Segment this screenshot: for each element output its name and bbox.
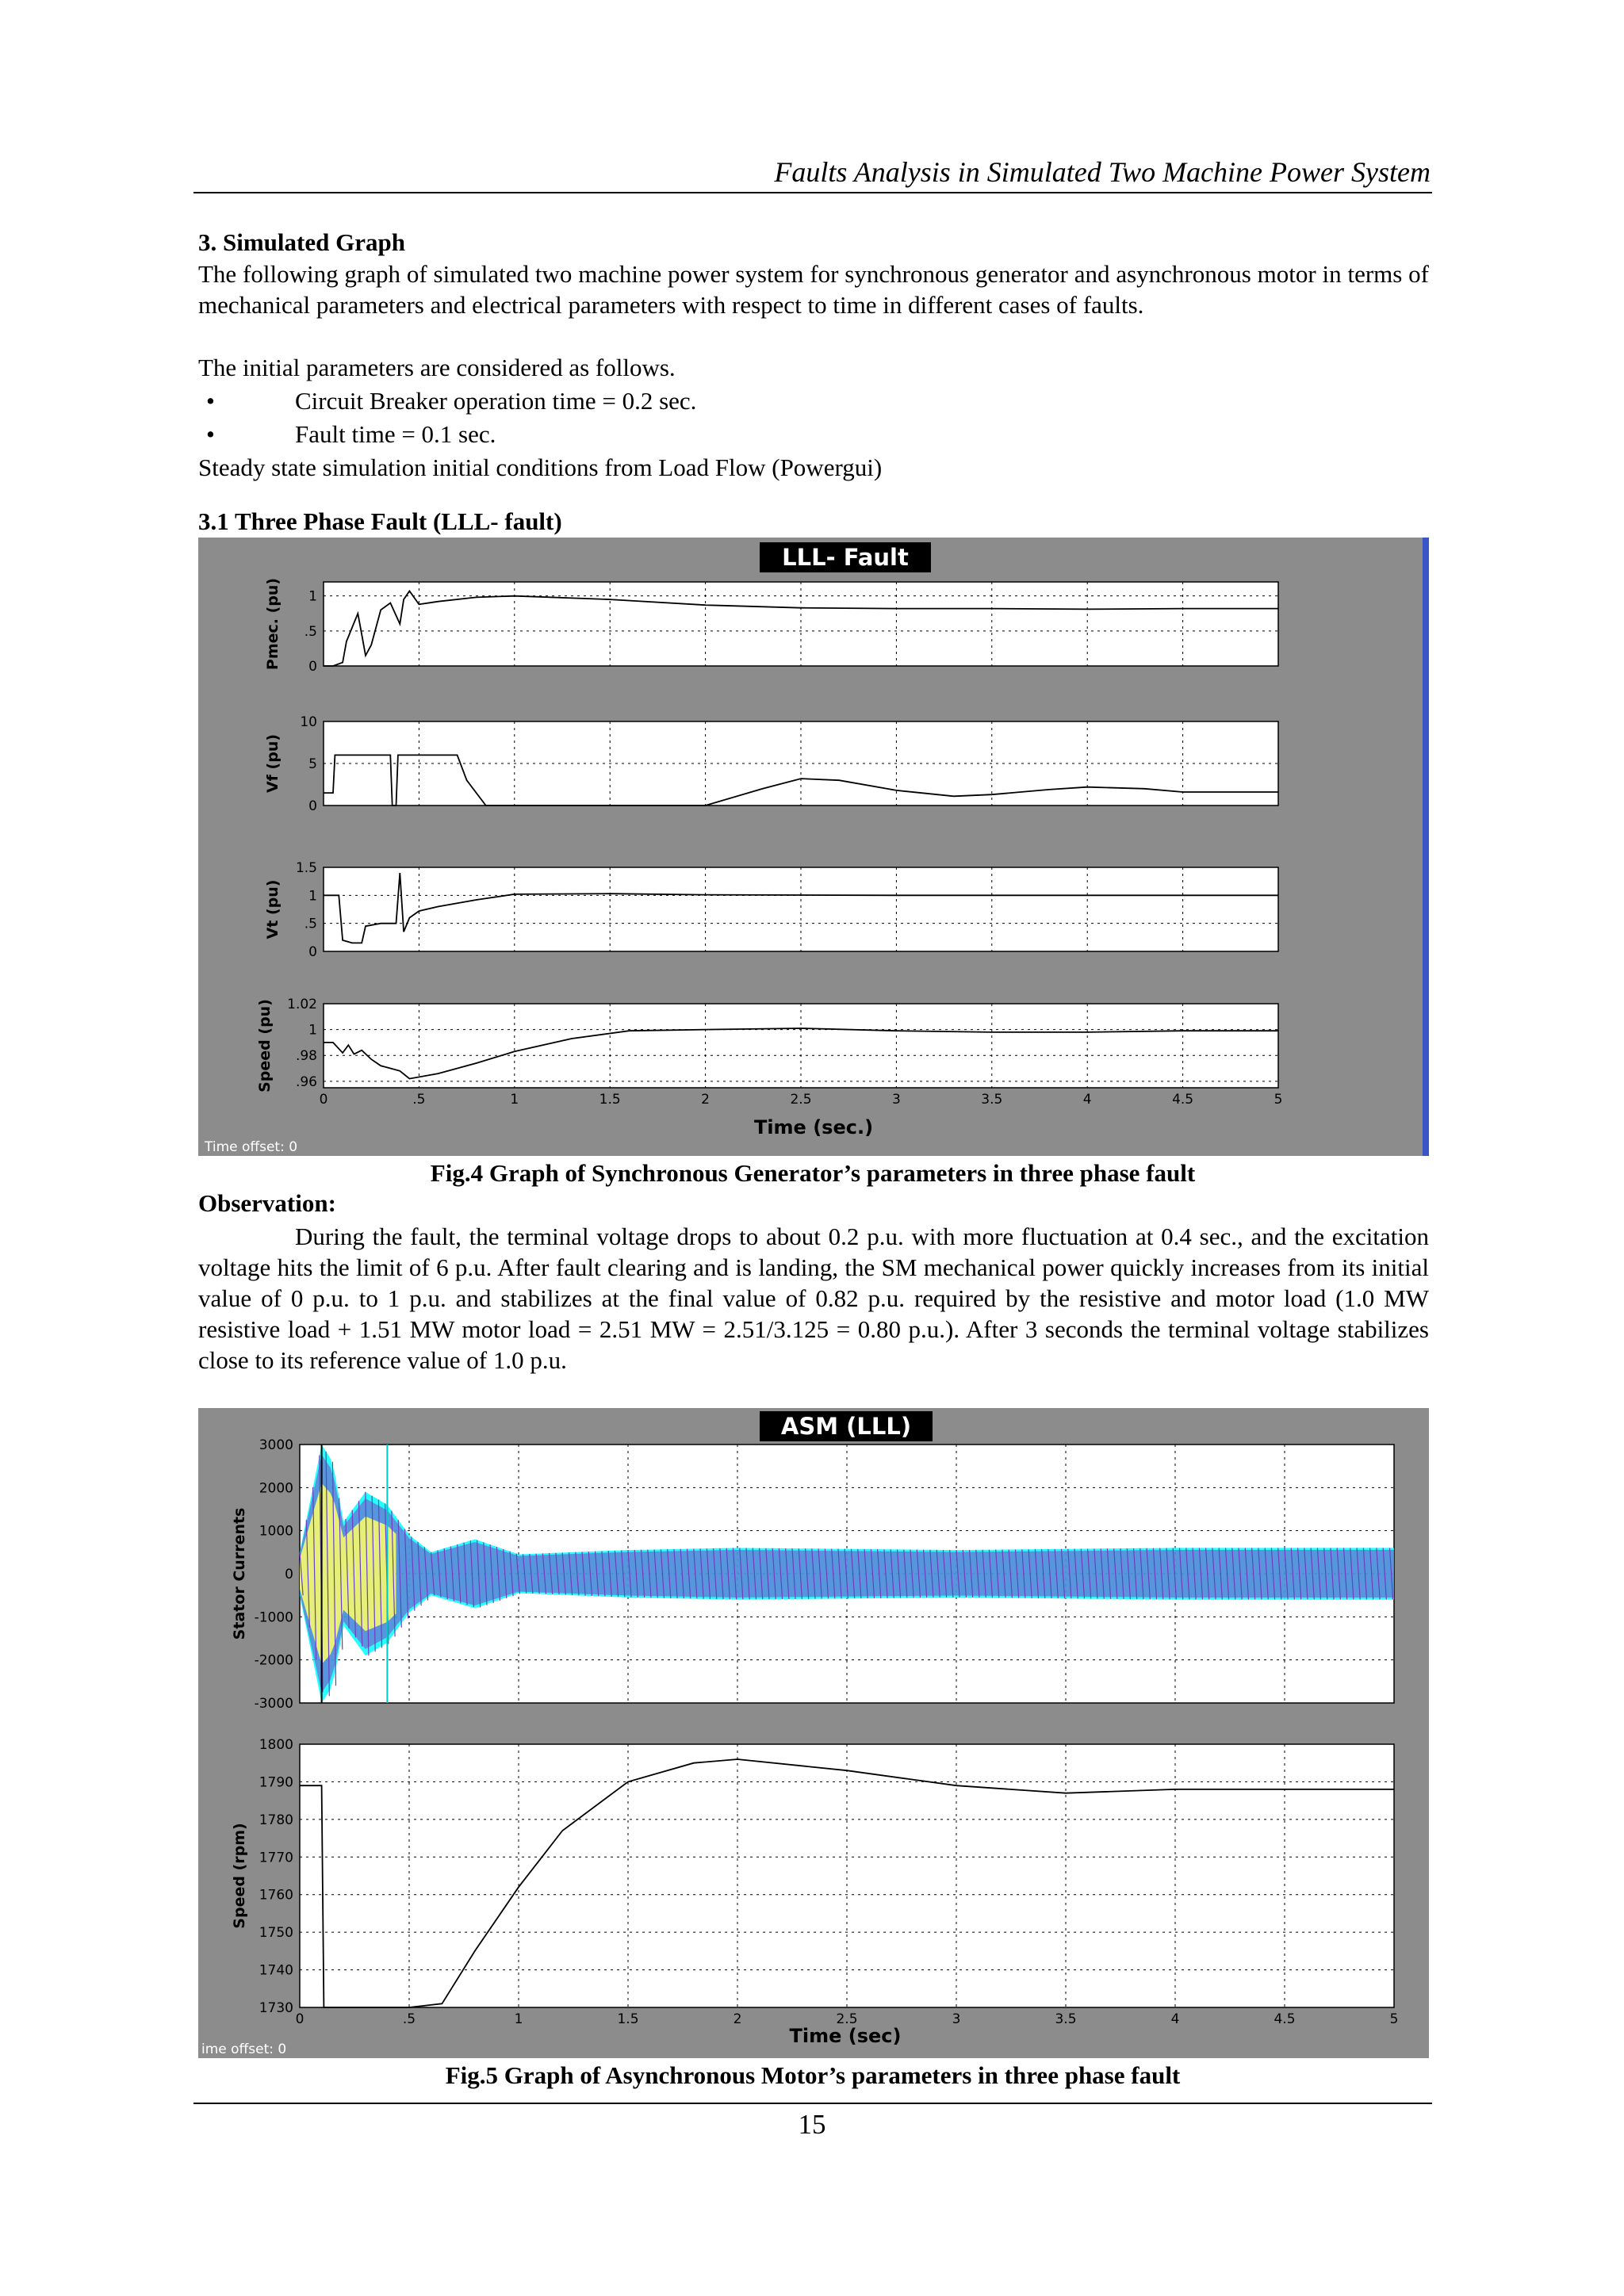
y-tick-label: -3000 — [254, 1696, 293, 1712]
y-tick-label: 0 — [308, 798, 317, 814]
x-tick-label: 4.5 — [1172, 1092, 1194, 1108]
figure-5 — [198, 1408, 1429, 2058]
x-tick-label: 1.5 — [599, 1092, 621, 1108]
x-tick-label: 2 — [733, 2011, 742, 2027]
x-tick-label: 3.5 — [981, 1092, 1003, 1108]
y-tick-label: .98 — [295, 1048, 317, 1065]
figure-title: LLL- Fault — [782, 544, 909, 571]
y-tick-label: 1730 — [259, 2000, 293, 2016]
figure-5-caption: Fig.5 Graph of Asynchronous Motor’s parameters in three phase fault — [445, 2061, 1181, 2089]
time-offset-label: ime offset: 0 — [201, 2042, 287, 2057]
x-tick-label: .5 — [402, 2011, 416, 2027]
y-tick-label: 1770 — [259, 1850, 293, 1866]
y-tick-label: 1.02 — [287, 997, 317, 1012]
figure-4 — [198, 538, 1429, 1156]
bullet-text: Circuit Breaker operation time = 0.2 sec. — [295, 387, 697, 415]
y-axis-label: Pmec. (pu) — [264, 577, 282, 671]
x-tick-label: 2.5 — [790, 1092, 812, 1108]
x-tick-label: 0 — [319, 1092, 328, 1108]
y-tick-label: 1 — [308, 1022, 317, 1039]
x-tick-label: 1 — [510, 1092, 519, 1108]
x-axis-label: Time (sec) — [789, 2025, 902, 2047]
time-offset-label: Time offset: 0 — [205, 1139, 298, 1155]
y-tick-label: -2000 — [254, 1652, 293, 1669]
y-axis-label: Speed (rpm) — [231, 1823, 248, 1929]
y-tick-label: 1 — [308, 588, 317, 605]
initial-parameters-text: The initial parameters are considered as follows. — [198, 354, 676, 381]
header-rule — [193, 192, 1432, 193]
figure-title: ASM (LLL) — [780, 1413, 912, 1440]
y-axis-label: Vt (pu) — [264, 879, 282, 939]
x-tick-label: 3 — [952, 2011, 961, 2027]
y-tick-label: 0 — [308, 659, 317, 675]
y-axis-label: Speed (pu) — [256, 999, 274, 1093]
y-axis-label: Vf (pu) — [264, 733, 282, 794]
y-tick-label: -1000 — [254, 1609, 293, 1626]
y-tick-label: .5 — [304, 623, 317, 640]
footer-rule — [193, 2103, 1432, 2104]
figure-window-edge — [1423, 538, 1429, 1156]
y-tick-label: 1.5 — [295, 860, 317, 876]
y-tick-label: 1780 — [259, 1812, 293, 1828]
figure-5-plot — [198, 1408, 1429, 2058]
x-tick-label: 4 — [1170, 2011, 1180, 2027]
figure-4-plot — [198, 538, 1429, 1156]
x-tick-label: 1 — [514, 2011, 523, 2027]
x-tick-label: 5 — [1274, 1092, 1283, 1108]
y-tick-label: 1800 — [259, 1737, 293, 1753]
x-tick-label: 1.5 — [617, 2011, 639, 2027]
y-tick-label: 1000 — [259, 1523, 293, 1540]
x-axis-label: Time (sec.) — [753, 1116, 874, 1138]
y-tick-label: .5 — [304, 916, 317, 932]
observation-label: Observation: — [198, 1189, 336, 1217]
y-tick-label: 2000 — [259, 1480, 293, 1497]
x-tick-label: 3 — [891, 1092, 901, 1108]
x-tick-label: 3.5 — [1055, 2011, 1077, 2027]
page-number: 15 — [798, 2109, 826, 2140]
y-tick-label: 1 — [308, 888, 317, 905]
x-tick-label: .5 — [412, 1092, 426, 1108]
x-tick-label: 2.5 — [836, 2011, 858, 2027]
x-tick-label: 4 — [1082, 1092, 1092, 1108]
y-axis-label: Stator Currents — [231, 1507, 248, 1640]
y-tick-label: 1740 — [259, 1962, 293, 1979]
section-title: 3. Simulated Graph — [198, 228, 405, 256]
x-tick-label: 4.5 — [1274, 2011, 1296, 2027]
y-tick-label: 5 — [308, 756, 317, 772]
x-tick-label: 5 — [1389, 2011, 1399, 2027]
y-tick-label: 1750 — [259, 1925, 293, 1942]
running-head: Faults Analysis in Simulated Two Machine Power System — [774, 156, 1431, 188]
x-tick-label: 0 — [295, 2011, 304, 2027]
y-tick-label: 0 — [285, 1567, 293, 1582]
observation-paragraph: During the fault, the terminal voltage drops to about 0.2 p.u. with more fluctuation at 0.4 sec., and the excitation voltage hits the limit of 6 p.u. After fault clearing and is landing, the SM mechanical power quickly increases from its initial value of 0 p.u. to 1 p.u. and stabilizes at the final value of 0.82 p.u. required by the resistive and motor load (1.0 MW resistive load + 1.51 MW motor load = 2.51 MW = 2.51/3.125 = 0.80 p.u.). After 3 seconds the terminal voltage stabilizes close to its reference value of 1.0 p.u. — [198, 1223, 1429, 1374]
intro-paragraph: The following graph of simulated two machine power system for synchronous generator and asynchronous motor in terms of mechanical parameters and electrical parameters with respect to time in different cases of faults. — [198, 260, 1429, 319]
y-tick-label: 10 — [300, 714, 317, 730]
y-tick-label: 1760 — [259, 1887, 293, 1904]
bullet-text: Fault time = 0.1 sec. — [295, 420, 496, 448]
figure-4-caption: Fig.4 Graph of Synchronous Generator’s parameters in three phase fault — [430, 1159, 1196, 1187]
y-tick-label: 3000 — [259, 1437, 293, 1453]
x-tick-label: 2 — [701, 1092, 710, 1108]
y-tick-label: 1790 — [259, 1774, 293, 1791]
y-tick-label: 0 — [308, 944, 317, 960]
y-tick-label: .96 — [295, 1073, 317, 1090]
subsection-title: 3.1 Three Phase Fault (LLL- fault) — [198, 507, 562, 535]
steady-state-text: Steady state simulation initial conditions from Load Flow (Powergui) — [198, 453, 883, 481]
